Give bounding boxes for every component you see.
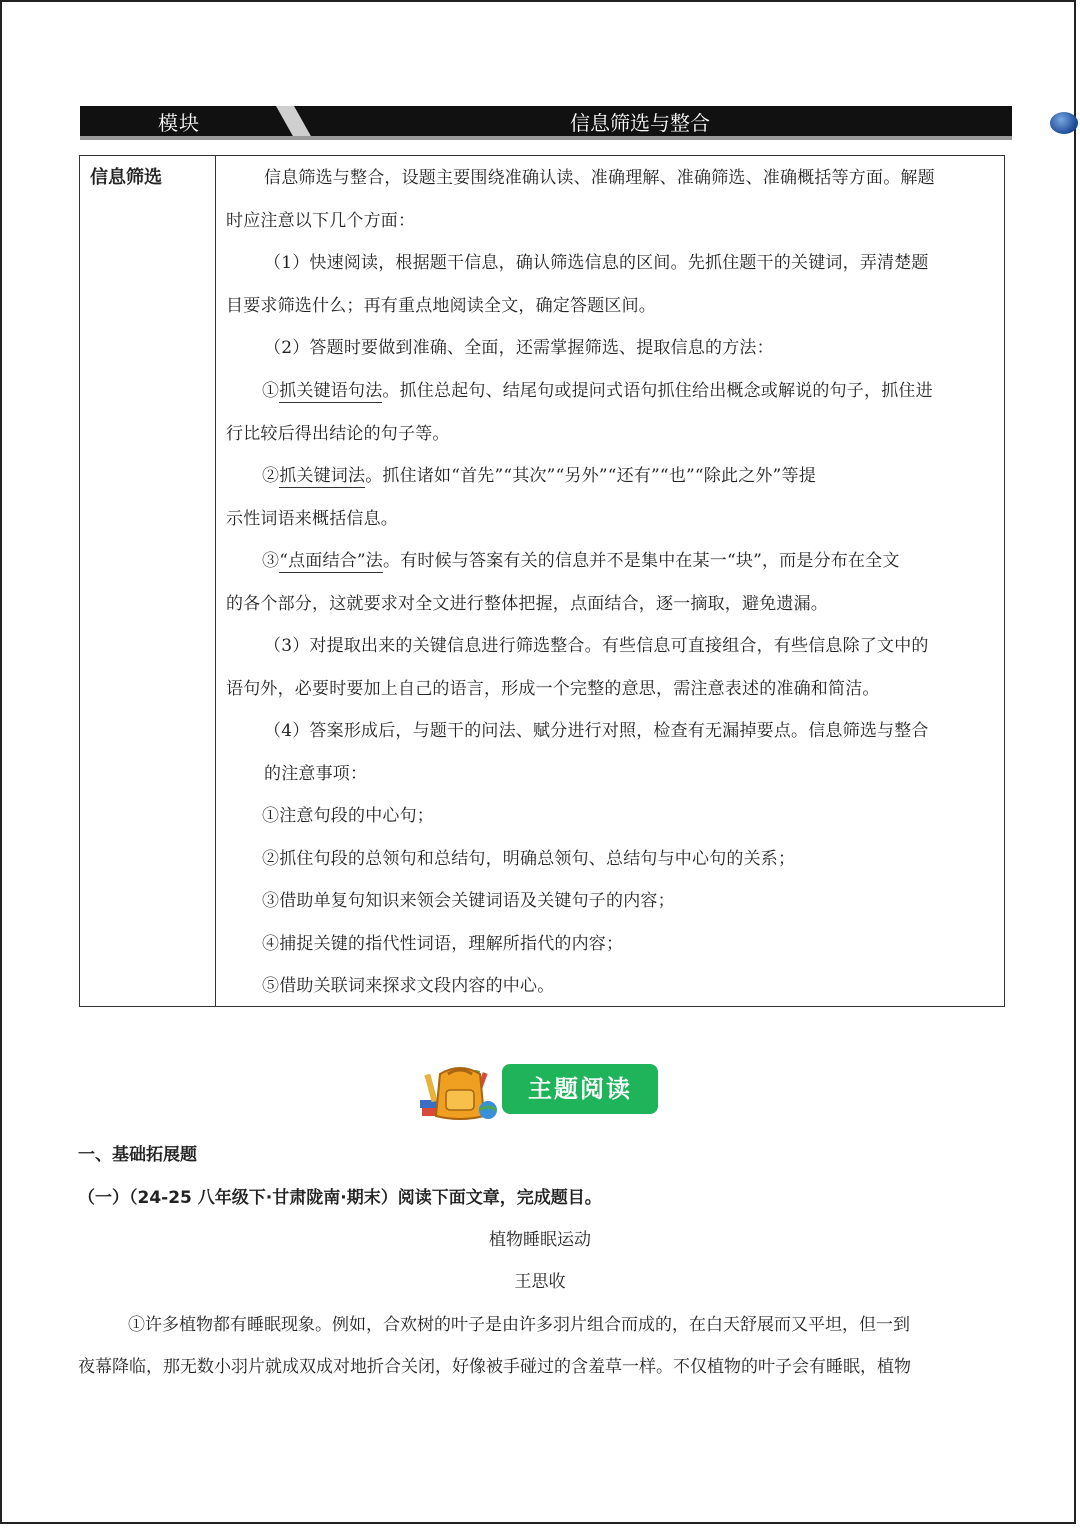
question-intro: （一）（24-25 八年级下·甘肃陇南·期末）阅读下面文章，完成题目。 — [78, 1188, 602, 1208]
article-author: 王思收 — [514, 1272, 566, 1292]
section-badge — [418, 1060, 660, 1122]
text-line: （1）快速阅读，根据题干信息，确认筛选信息的区间。先抓住题干的关键词，弄清楚题 — [264, 253, 929, 273]
method-text: 。抓住总起句、结尾句或提问式语句抓住给出概念或解说的句子，抓住进 — [382, 381, 933, 401]
banner-shape-icon — [80, 106, 1012, 140]
text-line: 语句外，必要时要加上自己的语言，形成一个完整的意思，需注意表述的准确和简洁。 — [226, 679, 880, 699]
article-paragraph-line: 夜幕降临，那无数小羽片就成双成对地折合关闭，好像被手碰过的含羞草一样。不仅植物的叶子会有睡眠，植物 — [78, 1357, 911, 1377]
text-line: （3）对提取出来的关键信息进行筛选整合。有些信息可直接组合，有些信息除了文中的 — [264, 636, 929, 656]
knowledge-table — [79, 155, 1005, 1007]
method-line-1 — [262, 379, 933, 403]
article-title: 植物睡眠运动 — [489, 1230, 591, 1250]
method-line-3 — [262, 549, 900, 573]
table-left-heading: 信息筛选 — [90, 167, 162, 188]
method-label: 抓关键语句法 — [279, 381, 383, 401]
text-line: 时应注意以下几个方面： — [226, 211, 416, 231]
method-line-2 — [262, 464, 816, 488]
text-line: （4）答案形成后，与题干的问法、赋分进行对照，检查有无漏掉要点。信息筛选与整合 — [264, 721, 929, 741]
module-label: 模块九 — [158, 111, 200, 165]
text-line: ①注意句段的中心句； — [262, 806, 434, 826]
backpack-icon — [418, 1060, 502, 1122]
method-label: “点面结合”法 — [279, 551, 383, 571]
table-left-column — [80, 156, 216, 1006]
globe-icon — [1050, 112, 1078, 134]
method-number: ② — [262, 466, 280, 486]
section-heading: 一、基础拓展题 — [78, 1145, 197, 1165]
text-line: 行比较后得出结论的句子等。 — [226, 424, 450, 444]
text-line: （2）答题时要做到准确、全面，还需掌握筛选、提取信息的方法： — [264, 338, 774, 358]
method-label: 抓关键词法 — [279, 466, 366, 486]
section-badge-label: 主题阅读 — [502, 1064, 658, 1114]
method-number: ③ — [262, 551, 280, 571]
text-line: 目要求筛选什么；再有重点地阅读全文，确定答题区间。 — [226, 296, 656, 316]
text-line: 的注意事项： — [264, 764, 368, 784]
text-line: ③借助单复句知识来领会关键词语及关键句子的内容； — [262, 891, 675, 911]
text-line: 示性词语来概括信息。 — [226, 509, 398, 529]
method-text: 。有时候与答案有关的信息并不是集中在某一“块”，而是分布在全文 — [383, 551, 900, 571]
text-line: 的各个部分，这就要求对全文进行整体把握，点面结合，逐一摘取，避免遗漏。 — [226, 594, 828, 614]
text-line: ④捕捉关键的指代性词语，理解所指代的内容； — [262, 934, 624, 954]
method-text: 。抓住诸如“首先”“其次”“另外”“还有”“也”“除此之外”等提 — [365, 466, 816, 486]
article-paragraph-line: ①许多植物都有睡眠现象。例如，合欢树的叶子是由许多羽片组合而成的，在白天舒展而又平坦，但一到 — [128, 1315, 910, 1335]
method-number: ① — [262, 381, 280, 401]
module-banner — [80, 106, 1012, 165]
text-line: ②抓住句段的总领句和总结句，明确总领句、总结句与中心句的关系； — [262, 849, 796, 869]
module-topic: 信息筛选与整合 — [570, 111, 710, 135]
text-line: ⑤借助关联词来探求文段内容的中心。 — [262, 976, 555, 996]
text-line: 信息筛选与整合，设题主要围绕准确认读、准确理解、准确筛选、准确概括等方面。解题 — [264, 168, 935, 188]
